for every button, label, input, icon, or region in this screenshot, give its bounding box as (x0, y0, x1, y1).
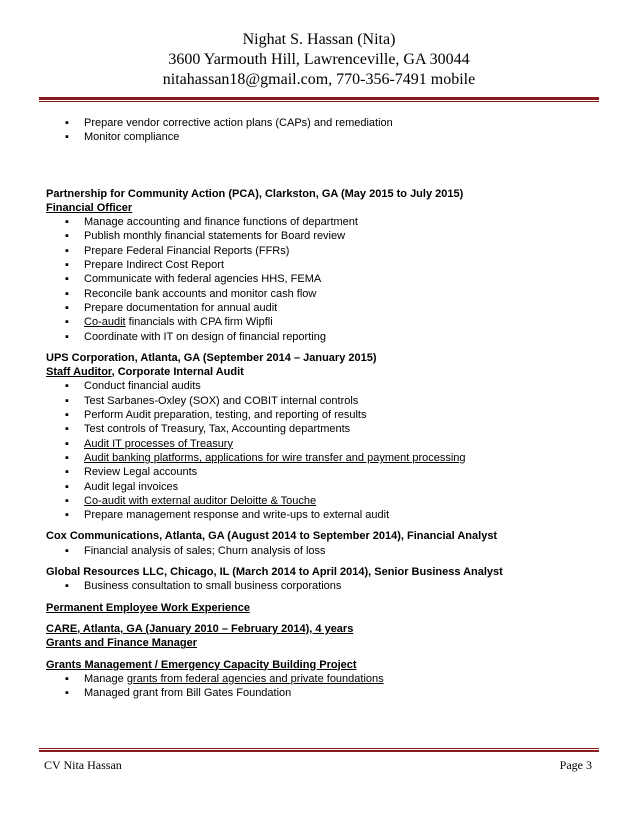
bullet-icon: ▪ (65, 687, 69, 700)
bullet-icon: ▪ (65, 509, 69, 522)
bullet-icon: ▪ (65, 451, 69, 464)
list-item: ▪ Audit IT processes of Treasury (65, 437, 233, 450)
bullet-icon: ▪ (65, 423, 69, 436)
header-divider-thin (39, 101, 599, 102)
bullet-icon: ▪ (65, 494, 69, 507)
resume-header (0, 30, 638, 90)
bullet-icon: ▪ (65, 117, 69, 129)
list-item: ▪ Communicate with federal agencies HHS, FEMA (65, 273, 322, 286)
bullet-icon: ▪ (65, 259, 69, 272)
candidate-contact: nitahassan18@gmail.com, 770-356-7491 mobile (162, 71, 476, 88)
footer-divider-thin (39, 748, 599, 749)
list-item: ▪ Test Sarbanes-Oxley (SOX) and COBIT internal controls (65, 394, 359, 407)
bullet-icon: ▪ (65, 672, 69, 685)
list-item: ▪ Business consultation to small business corporations (65, 580, 342, 593)
bullet-icon: ▪ (65, 480, 69, 493)
list-item: ▪ Conduct financial audits (65, 380, 201, 393)
list-item: ▪ Prepare documentation for annual audit (65, 301, 278, 314)
job-heading-care: CARE, Atlanta, GA (January 2010 – February 2014), 4 years (46, 622, 354, 635)
list-item: ▪ Reconcile bank accounts and monitor cash flow (65, 287, 317, 300)
job-title-pca: Financial Officer (46, 201, 133, 214)
bullet-icon: ▪ (65, 287, 69, 300)
bullet-icon: ▪ (65, 131, 69, 144)
footer-divider (39, 750, 599, 752)
footer-name: CV Nita Hassan (44, 758, 122, 772)
list-item: ▪ Manage grants from federal agencies and private foundations (65, 672, 384, 685)
list-item: ▪ Financial analysis of sales; Churn analysis of loss (65, 544, 326, 557)
list-item: ▪ Audit banking platforms, applications for wire transfer and payment processing (65, 451, 466, 464)
job-title-care: Grants and Finance Manager (46, 637, 197, 650)
list-item: ▪ Audit legal invoices (65, 480, 179, 493)
bullet-icon: ▪ (65, 380, 69, 393)
page-footer (44, 758, 592, 773)
list-item: ▪ Prepare vendor corrective action plans (CAPs) and remediation (65, 117, 393, 129)
coaudit-link: Co-audit (84, 316, 126, 329)
bullet-icon: ▪ (65, 316, 69, 329)
bullet-icon: ▪ (65, 216, 69, 229)
list-item: ▪ Publish monthly financial statements for Board review (65, 230, 346, 243)
list-item: ▪ Test controls of Treasury, Tax, Accounting departments (65, 423, 351, 436)
project-heading-grants: Grants Management / Emergency Capacity Building Project (46, 658, 357, 671)
section-heading-permanent: Permanent Employee Work Experience (46, 601, 250, 614)
job-heading-ups: UPS Corporation, Atlanta, GA (September 2014 – January 2015) (46, 351, 377, 364)
list-item: ▪ Prepare Indirect Cost Report (65, 259, 225, 272)
header-divider (39, 97, 599, 100)
page-number: Page 3 (559, 758, 592, 772)
bullet-icon: ▪ (65, 409, 69, 422)
list-item: ▪ Manage accounting and finance functions of department (65, 216, 358, 229)
candidate-name: Nighat S. Hassan (Nita) (242, 31, 396, 48)
list-item: ▪ Managed grant from Bill Gates Foundation (65, 687, 292, 700)
job-heading-global: Global Resources LLC, Chicago, IL (March 2014 to April 2014), Senior Business Analyst (46, 566, 503, 579)
bullet-icon: ▪ (65, 544, 69, 557)
job-heading-pca: Partnership for Community Action (PCA), Clarkston, GA (May 2015 to July 2015) (46, 187, 464, 200)
bullet-icon: ▪ (65, 244, 69, 257)
list-item: ▪ Prepare Federal Financial Reports (FFRs) (65, 244, 290, 257)
bullet-icon: ▪ (65, 330, 69, 343)
bullet-icon: ▪ (65, 466, 69, 479)
bullet-icon: ▪ (65, 437, 69, 450)
list-item: ▪ Prepare management response and write-ups to external audit (65, 509, 390, 522)
resume-body (46, 116, 591, 700)
candidate-address: 3600 Yarmouth Hill, Lawrenceville, GA 30044 (168, 51, 470, 68)
job-title-ups: Staff Auditor, Corporate Internal Audit (46, 366, 244, 379)
list-item: ▪ Monitor compliance (65, 131, 180, 144)
list-item: ▪ Review Legal accounts (65, 466, 198, 479)
list-item: ▪ Co-audit with external auditor Deloitte & Touche (65, 494, 317, 507)
list-item: ▪ Coordinate with IT on design of financial reporting (65, 330, 326, 343)
bullet-icon: ▪ (65, 273, 69, 286)
job-heading-cox: Cox Communications, Atlanta, GA (August 2014 to September 2014), Financial Analyst (46, 530, 498, 543)
bullet-icon: ▪ (65, 394, 69, 407)
bullet-icon: ▪ (65, 580, 69, 593)
bullet-icon: ▪ (65, 301, 69, 314)
list-item: ▪ Perform Audit preparation, testing, and reporting of results (65, 409, 367, 422)
bullet-icon: ▪ (65, 230, 69, 243)
list-item: ▪ Co-audit financials with CPA firm Wipfli (65, 316, 273, 329)
